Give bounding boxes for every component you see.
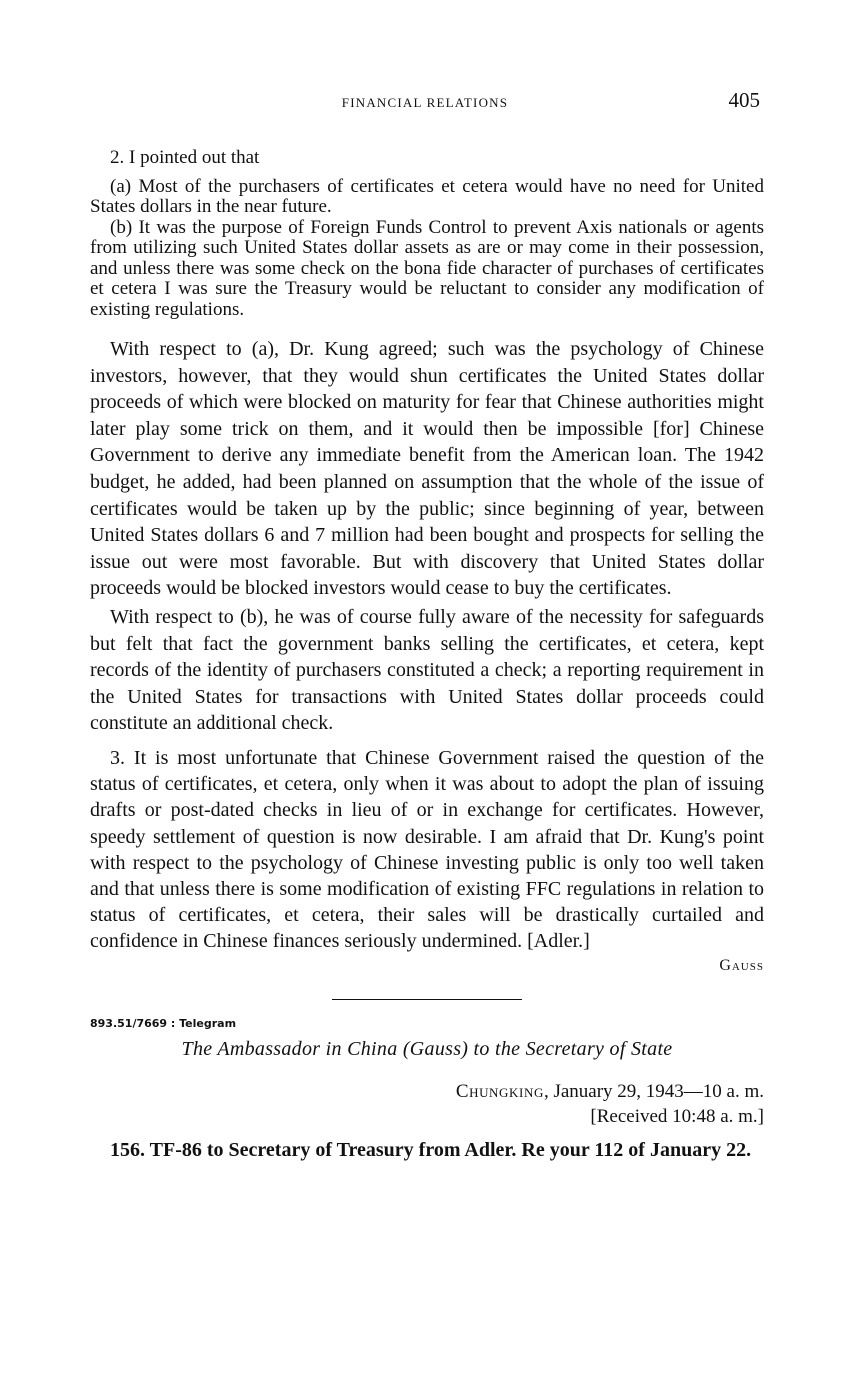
dateline-date: , January 29, 1943—10 a. m. [543, 1080, 764, 1102]
page-header [90, 88, 760, 118]
paragraph-point-a: (a) Most of the purchasers of certificates et cetera would have no need for United States dollars in the near future. [90, 175, 764, 217]
dateline-place: Chungking [455, 1080, 544, 1102]
dateline-sent [90, 1079, 764, 1104]
section-divider [332, 999, 522, 1000]
dateline-received: [Received 10:48 a. m.] [590, 1105, 764, 1127]
section-pointed-out [90, 148, 764, 320]
paragraph-respect-a: With respect to (a), Dr. Kung agreed; such was the psychology of Chinese investors, however, that they would shun certificates the United States dollar proceeds of which were blocked on maturity for fear that Chinese authorities might later play some trick on them, and it would then be impossible [for] Chinese Government to derive any immediate benefit from the American loan. The 1942 budget, he added, had been planned on assumption that the whole of the issue of certificates would be taken up by the public; since beginning of year, between United States dollars 6 and 7 million had been bought and prospects for selling the issue out were most favorable. But with discovery that United States dollar proceeds would be blocked investors would cease to buy the certificates. [90, 338, 764, 600]
page-number: 405 [728, 88, 760, 112]
file-reference: 893.51/7669 : Telegram [90, 1016, 237, 1030]
dateline [90, 1079, 764, 1129]
paragraph-intro: 2. I pointed out that [110, 147, 260, 168]
section-kung-response [90, 336, 764, 737]
document-title: The Ambassador in China (Gauss) to the Secretary of State [181, 1037, 673, 1060]
telegram-message: 156. TF-86 to Secretary of Treasury from Adler. Re your 112 of January 22. [110, 1138, 752, 1161]
paragraph-point-3: 3. It is most unfortunate that Chinese Government raised the question of the status of certificates, et cetera, only when it was about to adopt the plan of issuing drafts or post-dated checks in lieu of or in exchange for certificates. However, speedy settlement of question is now desirable. I am afraid that Dr. Kung's point with respect to the psychology of Chinese investing public is only too well taken and that unless there is some modification of existing FFC regulations in relation to status of certificates, et cetera, their sales will be drastically curtailed and confidence in Chinese finances seriously undermined. [Adler.] [90, 746, 764, 953]
signature: Gauss [719, 956, 764, 974]
section-conclusion [90, 745, 764, 975]
page-body [90, 140, 764, 1164]
paragraph-respect-b: With respect to (b), he was of course fully aware of the necessity for safeguards but felt that fact the government banks selling the certificates, et cetera, kept records of the identity of purchasers constituted a check; a reporting requirement in the United States for transactions with United States dollar proceeds could constitute an additional check. [90, 605, 764, 735]
paragraph-point-b: (b) It was the purpose of Foreign Funds Control to prevent Axis nationals or agents from utilizing such United States dollar assets as are or may come in their possession, and unless there was some check on the bona fide character of purchases of certificates et cetera I was sure the Treasury would be reluctant to consider any modification of existing regulations. [90, 216, 764, 320]
running-head: FINANCIAL RELATIONS [341, 95, 509, 110]
